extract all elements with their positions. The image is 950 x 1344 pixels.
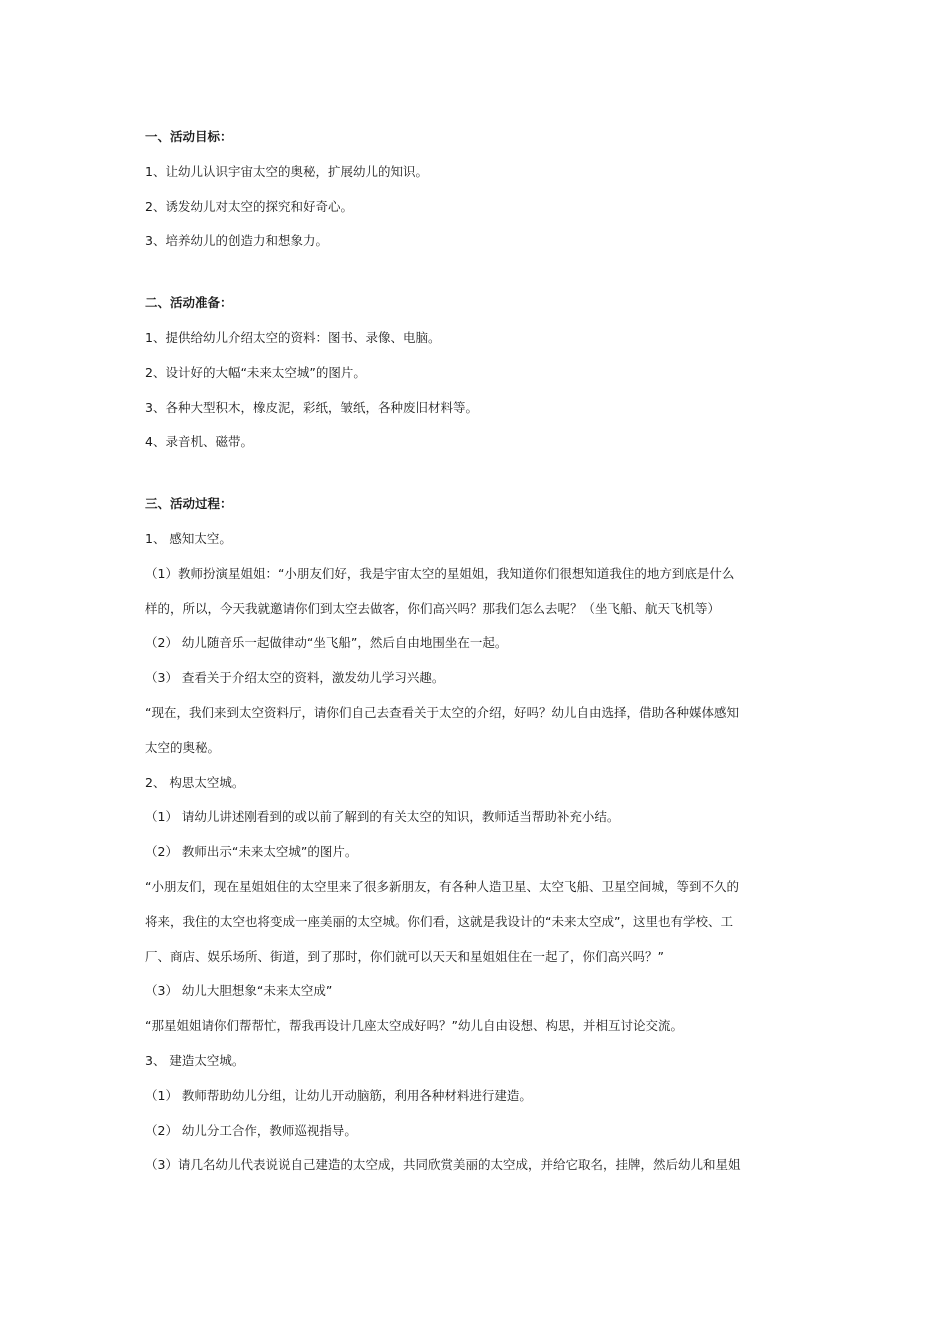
preparation-item: 1、提供给幼儿介绍太空的资料：图书、录像、电脑。: [145, 329, 441, 345]
section-spacer: [145, 259, 813, 286]
goal-item: 2、诱发幼儿对太空的探究和好奇心。: [145, 198, 353, 214]
process-line: 样的，所以，今天我就邀请你们到太空去做客，你们高兴吗？那我们怎么去呢？（坐飞船、航天飞机等）: [145, 600, 721, 616]
process-line: （3） 幼儿大胆想象“未来太空成”: [145, 983, 333, 999]
preparation-item: 3、各种大型积木，橡皮泥，彩纸，皱纸，各种废旧材料等。: [145, 399, 478, 415]
process-line: 太空的奥秘。: [145, 739, 221, 755]
process-line: （1） 教师帮助幼儿分组，让幼儿开动脑筋，利用各种材料进行建造。: [145, 1087, 532, 1103]
process-line: （1） 请幼儿讲述刚看到的或以前了解到的有关太空的知识，教师适当帮助补充小结。: [145, 809, 620, 825]
process-line: （1）教师扮演星姐姐：“小朋友们好，我是宇宙太空的星姐姐，我知道你们很想知道我住的地方到底是什么: [145, 565, 735, 581]
process-line: （3）请几名幼儿代表说说自己建造的太空成，共同欣赏美丽的太空成，并给它取名，挂牌，然后幼儿和星姐: [145, 1157, 741, 1173]
section-spacer: [145, 460, 813, 487]
document-body: [145, 120, 813, 1183]
process-line: （2） 幼儿随音乐一起做律动“坐飞船”，然后自由地围坐在一起。: [145, 635, 508, 651]
preparation-item: 4、录音机、磁带。: [145, 434, 253, 450]
process-line: “小朋友们，现在星姐姐住的太空里来了很多新朋友，有各种人造卫星、太空飞船、卫星空间城，等到不久的: [145, 878, 739, 894]
process-line: （2） 幼儿分工合作，教师巡视指导。: [145, 1122, 357, 1138]
process-line: 3、 建造太空城。: [145, 1052, 245, 1068]
section-heading-goals: 一、活动目标：: [145, 129, 233, 144]
process-line: 将来，我住的太空也将变成一座美丽的太空城。你们看，这就是我设计的“未来太空成”，这里也有学校、工: [145, 913, 733, 929]
preparation-item: 2、设计好的大幅“未来太空城”的图片。: [145, 364, 366, 380]
section-heading-process: 三、活动过程：: [145, 496, 233, 512]
goal-item: 3、培养幼儿的创造力和想象力。: [145, 233, 328, 249]
process-line: 1、 感知太空。: [145, 530, 232, 546]
process-line: （3） 查看关于介绍太空的资料，激发幼儿学习兴趣。: [145, 670, 445, 686]
section-heading-preparation: 二、活动准备：: [145, 295, 233, 311]
process-line: （2） 教师出示“未来太空城”的图片。: [145, 844, 358, 860]
goal-item: 1、让幼儿认识宇宙太空的奥秘，扩展幼儿的知识。: [145, 163, 428, 179]
process-line: 2、 构思太空城。: [145, 774, 245, 790]
process-line: “那星姐姐请你们帮帮忙，帮我再设计几座太空成好吗？”幼儿自由设想、构思，并相互讨论交流。: [145, 1018, 683, 1034]
process-line: “现在，我们来到太空资料厅，请你们自己去查看关于太空的介绍，好吗？幼儿自由选择，借助各种媒体感知: [145, 704, 739, 720]
process-line: 厂、商店、娱乐场所、街道，到了那时，你们就可以天天和星姐姐住在一起了，你们高兴吗？”: [145, 948, 664, 964]
